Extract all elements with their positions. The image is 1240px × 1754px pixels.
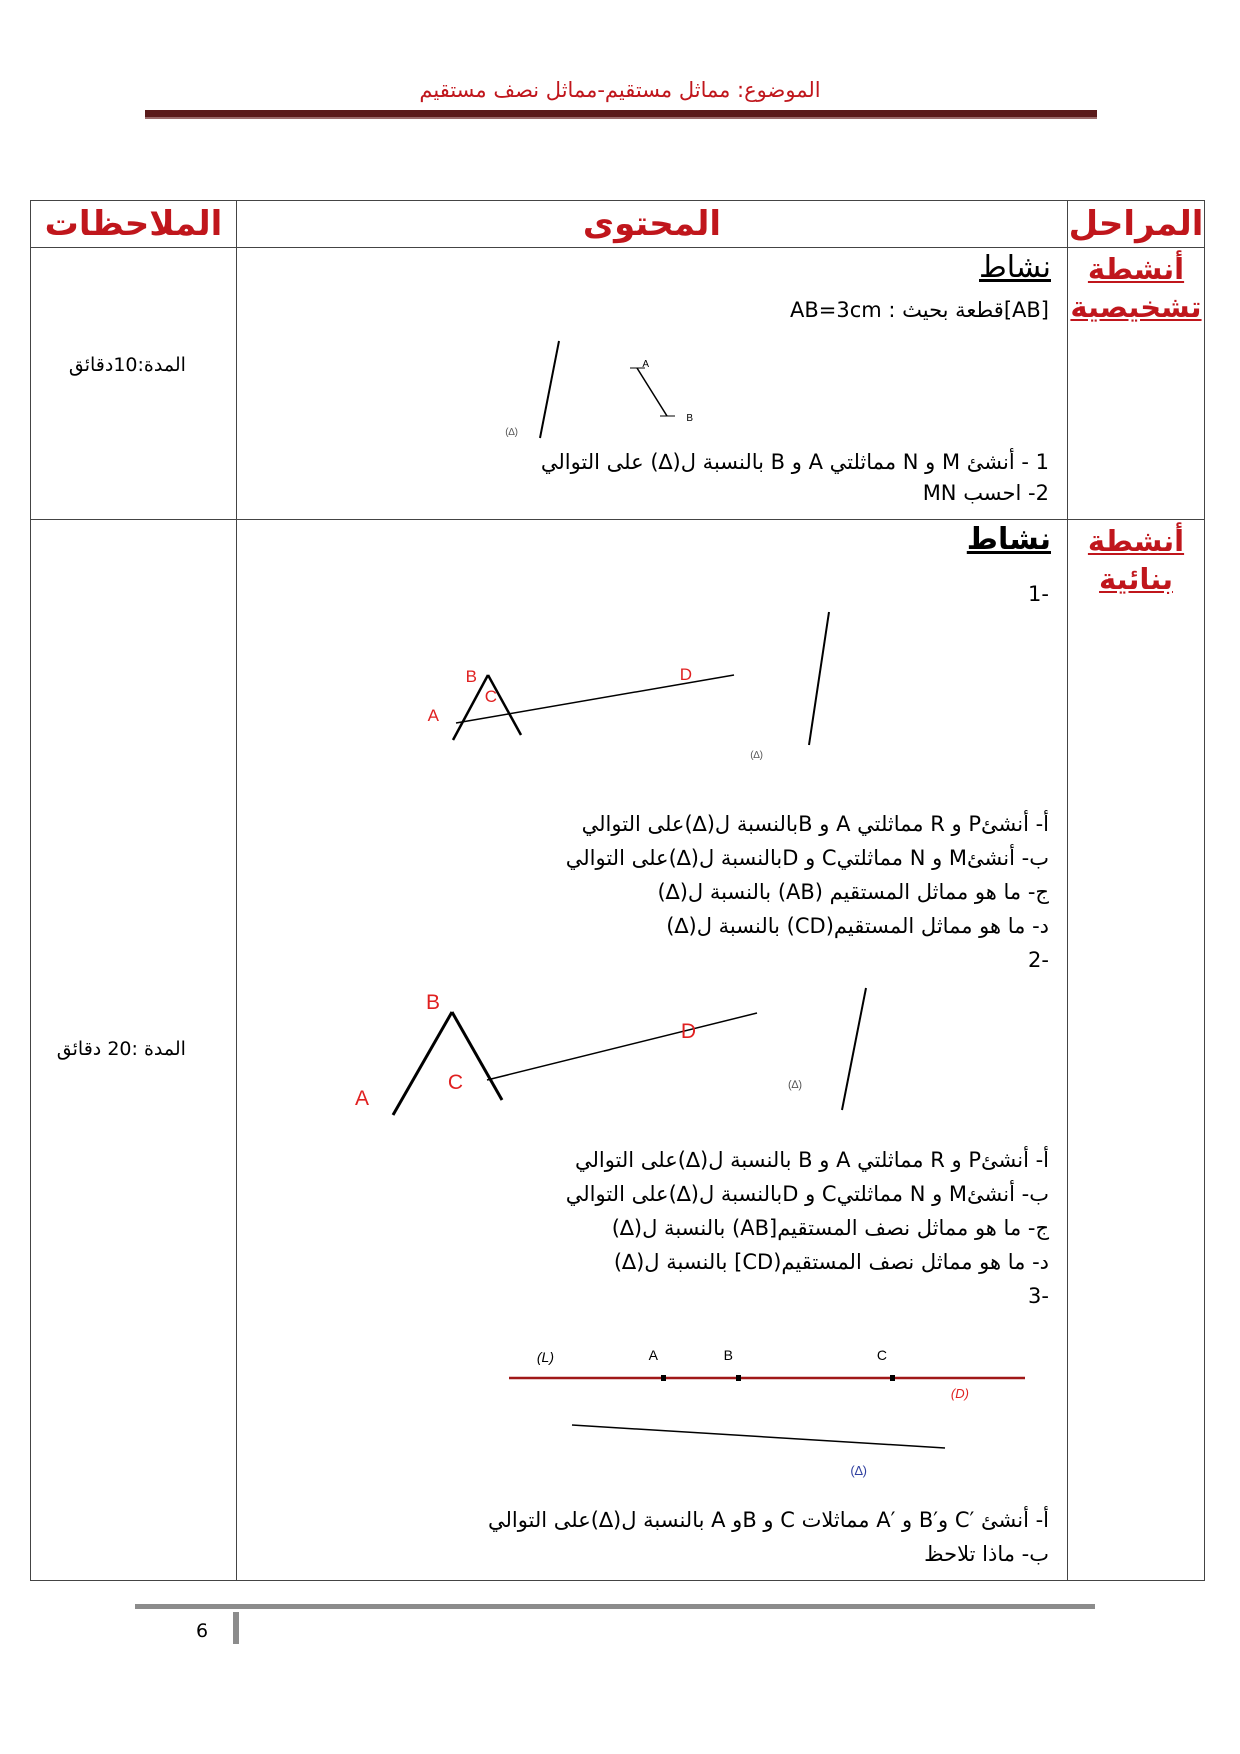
delta-label: (∆) bbox=[850, 1463, 867, 1478]
question-a: أ- أنشئP و R مماثلتي A و Bبالنسبة ل(∆)على التوالي bbox=[581, 812, 1049, 836]
point-b-label: B bbox=[425, 991, 440, 1014]
point-a-label: A bbox=[642, 359, 649, 370]
point-a-mark bbox=[661, 1375, 666, 1381]
stage-cell bbox=[1068, 248, 1205, 520]
question-b: ب- ماذا تلاحظ bbox=[924, 1542, 1049, 1566]
point-c-label: C bbox=[876, 1347, 887, 1363]
delta-label: (∆) bbox=[787, 1079, 802, 1091]
point-c-label: C bbox=[484, 687, 497, 706]
duration-note: المدة:10دقائق bbox=[68, 354, 186, 376]
content-column-header: المحتوى bbox=[236, 201, 1067, 248]
point-d-label: D bbox=[679, 665, 692, 684]
duration-note: المدة :20 دقائق bbox=[56, 1038, 186, 1060]
stage-label-line1: أنشطة bbox=[1087, 524, 1185, 558]
delta-line-3 bbox=[572, 1425, 945, 1448]
table-header-row bbox=[31, 201, 1205, 248]
delta-line bbox=[540, 341, 559, 438]
question-a: أ- أنشئ ′C و′B و ′A مماثلات C و Bو A بالنسبة ل(∆)على التوالي bbox=[487, 1508, 1049, 1532]
point-c-label: C bbox=[447, 1071, 463, 1094]
question-1: 1 - أنشئ M و N مماثلتي A و B بالنسبة ل(∆) على التوالي bbox=[540, 450, 1049, 474]
part-number: -1 bbox=[1028, 582, 1049, 606]
line-l-label: (L) bbox=[536, 1349, 554, 1365]
question-b: ب- أنشئM و N مماثلتيC و Dبالنسبة ل(∆)على التوالي bbox=[565, 1182, 1049, 1206]
segment-ab bbox=[637, 368, 667, 416]
point-b-label: B bbox=[465, 667, 477, 686]
delta-line-1 bbox=[809, 612, 829, 745]
notes-cell bbox=[31, 520, 237, 1581]
question-d: د- ما هو مماثل نصف المستقيم(CD] بالنسبة ل(∆) bbox=[613, 1250, 1049, 1274]
point-d-label: D bbox=[680, 1020, 696, 1043]
point-a-label: A bbox=[354, 1087, 369, 1110]
delta-line-2 bbox=[842, 988, 866, 1110]
point-a-label: A bbox=[648, 1347, 658, 1363]
stage-label-line2: بنائية bbox=[1099, 562, 1173, 596]
stages-column-header: المراحل bbox=[1068, 201, 1205, 248]
figures-constructive bbox=[237, 520, 1069, 1580]
point-a-label: A bbox=[427, 706, 439, 725]
delta-label: (∆) bbox=[505, 427, 518, 438]
question-c: ج- ما هو مماثل المستقيم (AB) بالنسبة ل(∆) bbox=[657, 880, 1049, 904]
figure-1 bbox=[428, 612, 829, 761]
segment-ab-2 bbox=[393, 1012, 452, 1115]
part-number: -2 bbox=[1028, 948, 1049, 972]
point-b-mark bbox=[736, 1375, 741, 1381]
content-cell bbox=[236, 520, 1067, 1581]
lesson-table bbox=[30, 200, 1205, 1581]
ray-cd-1 bbox=[456, 675, 734, 723]
stage-constructive bbox=[1068, 520, 1204, 598]
notes-column-header: الملاحظات bbox=[31, 201, 237, 248]
part-number: -3 bbox=[1028, 1284, 1049, 1308]
footer-divider bbox=[135, 1604, 1095, 1609]
figure-2 bbox=[355, 988, 866, 1115]
question-2: 2- احسب MN bbox=[922, 481, 1049, 505]
page-number-bar bbox=[233, 1612, 239, 1644]
activity-title: نشاط bbox=[966, 522, 1051, 557]
stage-label-line2: تشخيصية bbox=[1070, 290, 1202, 324]
header-divider bbox=[145, 110, 1097, 119]
activity-title: نشاط bbox=[979, 250, 1051, 285]
delta-label: (∆) bbox=[750, 750, 763, 761]
question-a: أ- أنشئP و R مماثلتي A و B بالنسبة ل(∆)على التوالي bbox=[574, 1148, 1049, 1172]
figure-3 bbox=[509, 1347, 1025, 1478]
table-row bbox=[31, 520, 1205, 1581]
stage-cell bbox=[1068, 520, 1205, 1581]
point-b-label: B bbox=[723, 1347, 733, 1363]
figure-segment-ab bbox=[237, 248, 1069, 519]
page-number: 6 bbox=[196, 1620, 209, 1642]
notes-cell bbox=[31, 248, 237, 520]
line-d-label: (D) bbox=[950, 1386, 969, 1401]
stage-label-line1: أنشطة bbox=[1087, 252, 1185, 286]
question-b: ب- أنشئM و N مماثلتيC و Dبالنسبة ل(∆)على التوالي bbox=[565, 846, 1049, 870]
page-title: الموضوع: مماثل مستقيم-مماثل نصف مستقيم bbox=[419, 78, 821, 102]
table-row bbox=[31, 248, 1205, 520]
question-c: ج- ما هو مماثل نصف المستقيم[AB) بالنسبة ل(∆) bbox=[611, 1216, 1049, 1240]
ray-cd-2 bbox=[487, 1013, 757, 1080]
question-d: د- ما هو مماثل المستقيم(CD) بالنسبة ل(∆) bbox=[666, 914, 1049, 938]
point-c-mark bbox=[890, 1375, 895, 1381]
point-b-label: B bbox=[686, 413, 693, 424]
content-cell bbox=[236, 248, 1067, 520]
given-statement: [AB]قطعة بحيث : AB=3cm bbox=[789, 298, 1049, 322]
stage-diagnostic bbox=[1068, 248, 1204, 326]
